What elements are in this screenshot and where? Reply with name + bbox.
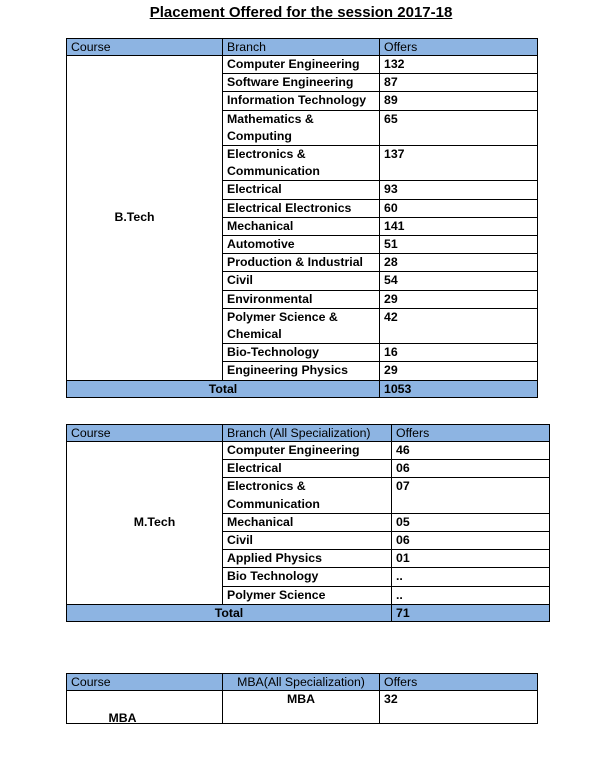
offers-cell: 93	[380, 181, 538, 199]
header-course: Course	[67, 674, 223, 691]
course-label: B.Tech	[114, 210, 155, 225]
branch-cell: Engineering Physics	[223, 362, 380, 380]
offers-cell: 29	[380, 290, 538, 308]
branch-cell: Production & Industrial	[223, 254, 380, 272]
header-branch: Branch (All Specialization)	[223, 425, 392, 442]
offers-cell: 137	[380, 146, 538, 181]
table-header-row	[67, 39, 538, 56]
branch-cell: Computer Engineering	[223, 442, 392, 460]
course-label: M.Tech	[133, 515, 176, 530]
offers-cell: 05	[392, 513, 550, 531]
branch-cell: Electronics & Communication	[223, 146, 380, 181]
branch-cell: Bio-Technology	[223, 344, 380, 362]
offers-cell: 141	[380, 217, 538, 235]
offers-cell: 06	[392, 532, 550, 550]
total-value: 71	[392, 604, 550, 621]
header-course: Course	[67, 425, 223, 442]
total-value: 1053	[380, 380, 538, 397]
branch-cell: Mechanical	[223, 217, 380, 235]
header-offers: Offers	[392, 425, 550, 442]
branch-cell: Electronics & Communication	[223, 478, 392, 513]
header-branch: Branch	[223, 39, 380, 56]
branch-cell: Environmental	[223, 290, 380, 308]
btech-table	[66, 38, 538, 398]
total-row	[67, 380, 538, 397]
branch-cell: Software Engineering	[223, 74, 380, 92]
total-label: Total	[67, 604, 392, 621]
offers-cell: 54	[380, 272, 538, 290]
offers-cell: 16	[380, 344, 538, 362]
header-offers: Offers	[380, 674, 538, 691]
header-course: Course	[67, 39, 223, 56]
offers-cell: 132	[380, 56, 538, 74]
total-label: Total	[67, 380, 380, 397]
course-cell	[67, 691, 223, 724]
table-header-row	[67, 674, 538, 691]
offers-cell: 60	[380, 199, 538, 217]
branch-cell: Information Technology	[223, 92, 380, 110]
offers-cell: 89	[380, 92, 538, 110]
mtech-table	[66, 424, 550, 622]
header-branch: MBA(All Specialization)	[223, 674, 380, 691]
branch-cell: Polymer Science	[223, 586, 392, 604]
course-label: MBA	[108, 710, 137, 724]
mba-table	[66, 673, 538, 724]
course-cell	[67, 442, 223, 605]
branch-cell: Automotive	[223, 236, 380, 254]
branch-cell: Electrical Electronics	[223, 199, 380, 217]
total-row	[67, 604, 550, 621]
branch-cell: Electrical	[223, 181, 380, 199]
header-offers: Offers	[380, 39, 538, 56]
branch-cell: Mathematics & Computing	[223, 110, 380, 145]
offers-cell: 87	[380, 74, 538, 92]
offers-cell: ..	[392, 586, 550, 604]
table-row	[67, 691, 538, 724]
branch-cell: Civil	[223, 532, 392, 550]
table-header-row	[67, 425, 550, 442]
branch-cell: Computer Engineering	[223, 56, 380, 74]
offers-cell: 28	[380, 254, 538, 272]
branch-cell: Civil	[223, 272, 380, 290]
page-title: Placement Offered for the session 2017-18	[149, 4, 453, 21]
offers-cell: 01	[392, 550, 550, 568]
offers-cell: 65	[380, 110, 538, 145]
offers-cell: 51	[380, 236, 538, 254]
branch-cell: Bio Technology	[223, 568, 392, 586]
course-cell	[67, 56, 223, 381]
branch-cell: Applied Physics	[223, 550, 392, 568]
offers-cell: 07	[392, 478, 550, 513]
offers-cell: 32	[380, 691, 538, 724]
branch-cell: Polymer Science & Chemical	[223, 308, 380, 343]
offers-cell: 46	[392, 442, 550, 460]
table-row	[67, 56, 538, 74]
offers-cell: ..	[392, 568, 550, 586]
table-row	[67, 442, 550, 460]
offers-cell: 29	[380, 362, 538, 380]
offers-cell: 42	[380, 308, 538, 343]
branch-cell: Mechanical	[223, 513, 392, 531]
branch-cell: MBA	[223, 691, 380, 724]
offers-cell: 06	[392, 460, 550, 478]
branch-cell: Electrical	[223, 460, 392, 478]
